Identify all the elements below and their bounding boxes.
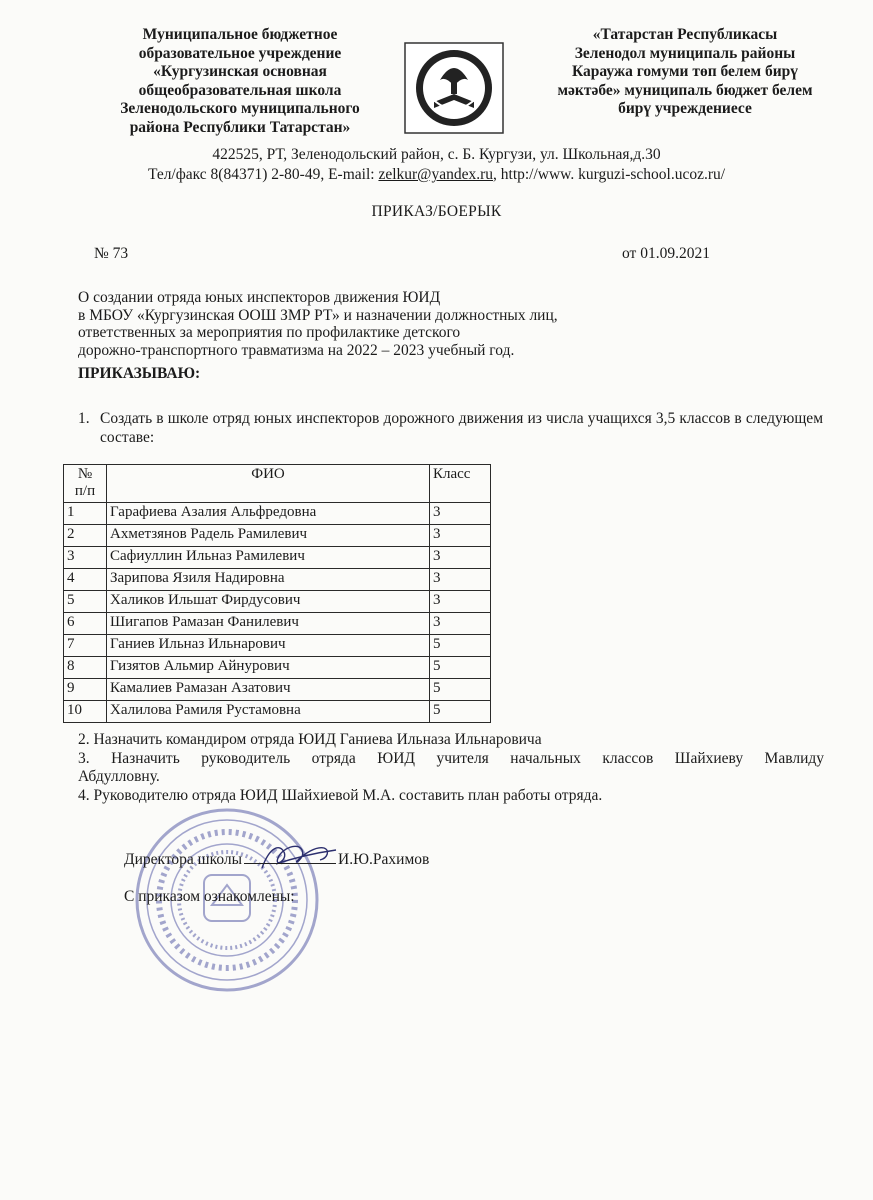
subject-line: в МБОУ «Кургузинская ООШ ЗМР РТ» и назначении должностных лиц, [78, 306, 558, 324]
col-header-grade: Класс [430, 465, 491, 503]
cell-number: 4 [64, 569, 107, 591]
cell-name: Сафиуллин Ильназ Рамилевич [107, 547, 430, 569]
address-line: 422525, РТ, Зеленодольский район, с. Б. Кургузи, ул. Школьная,д.30 [212, 146, 661, 163]
signature-block [124, 851, 429, 869]
col-header-number-line2: п/п [74, 483, 96, 499]
cell-number: 8 [64, 657, 107, 679]
table-header-row [64, 465, 491, 503]
order-item-4: 4. Руководителю отряда ЮИД Шайхиевой М.А. составить план работы отряда. [78, 786, 603, 804]
header-left-line: Муниципальное бюджетное [142, 26, 338, 43]
command-heading: ПРИКАЗЫВАЮ: [78, 365, 201, 382]
header-right-line: Зеленодол муниципаль районы [574, 44, 796, 62]
cell-grade: 3 [430, 591, 491, 613]
order-item-2: 2. Назначить командиром отряда ЮИД Ганиева Ильназа Ильнаровича [78, 731, 542, 748]
cell-name: Зарипова Язиля Надировна [107, 569, 430, 591]
contact-line [0, 165, 873, 185]
item-text: Создать в школе отряд юных инспекторов дорожного движения из числа учащихся 3,5 классов в следующем составе: [100, 410, 823, 446]
header-right-tatar [520, 26, 850, 119]
table-row [64, 547, 491, 569]
address-block [0, 145, 873, 185]
cell-number: 10 [64, 701, 107, 723]
col-header-number [64, 465, 107, 503]
signer-name: И.Ю.Рахимов [338, 851, 430, 868]
col-header-name: ФИО [107, 465, 430, 503]
cell-name: Камалиев Рамазан Азатович [107, 679, 430, 701]
roster-table [63, 464, 491, 723]
cell-grade: 3 [430, 525, 491, 547]
cell-number: 9 [64, 679, 107, 701]
header-left-line: «Кургузинская основная [153, 63, 327, 80]
header-left-russian [90, 26, 390, 137]
signature-line [244, 863, 336, 864]
cell-grade: 3 [430, 613, 491, 635]
cell-grade: 5 [430, 635, 491, 657]
order-date: от 01.09.2021 [622, 245, 710, 262]
cell-name: Шигапов Рамазан Фанилевич [107, 613, 430, 635]
cell-number: 3 [64, 547, 107, 569]
cell-number: 5 [64, 591, 107, 613]
order-subject [78, 289, 698, 359]
email-link[interactable]: zelkur@yandex.ru [378, 166, 494, 183]
order-item-3-line2: Абдулловну. [78, 768, 160, 785]
cell-grade: 5 [430, 701, 491, 723]
table-row [64, 525, 491, 547]
header-right-line: мәктәбе» муниципаль бюджет белем [557, 81, 813, 99]
cell-number: 6 [64, 613, 107, 635]
contact-suffix: , http://www. kurguzi-school.ucoz.ru/ [493, 166, 726, 183]
signer-position: Директора школы [124, 851, 243, 868]
order-item-1 [78, 409, 823, 447]
cell-number: 1 [64, 503, 107, 525]
school-emblem-icon [404, 42, 504, 134]
subject-line: О создании отряда юных инспекторов движения ЮИД [78, 289, 441, 306]
cell-name: Ахметзянов Радель Рамилевич [107, 525, 430, 547]
cell-number: 7 [64, 635, 107, 657]
cell-grade: 3 [430, 547, 491, 569]
table-row [64, 503, 491, 525]
contact-prefix: Тел/факс 8(84371) 2-80-49, E-mail: [147, 166, 379, 183]
cell-grade: 5 [430, 657, 491, 679]
table-row [64, 613, 491, 635]
item-number: 1. [78, 410, 90, 427]
col-header-number-line1: № [77, 466, 93, 482]
table-row [64, 635, 491, 657]
cell-grade: 3 [430, 503, 491, 525]
table-row [64, 657, 491, 679]
order-items [78, 731, 824, 805]
subject-line: дорожно-транспортного травматизма на 2022 – 2023 учебный год. [78, 341, 515, 359]
cell-grade: 5 [430, 679, 491, 701]
table-row [64, 569, 491, 591]
cell-name: Ганиев Ильназ Ильнарович [107, 635, 430, 657]
header-left-line: образовательное учреждение [138, 44, 342, 62]
cell-name: Халиков Ильшат Фирдусович [107, 591, 430, 613]
order-number: № 73 [94, 245, 129, 262]
cell-number: 2 [64, 525, 107, 547]
header-left-line: общеобразовательная школа [138, 81, 342, 99]
cell-name: Гарафиева Азалия Альфредовна [107, 503, 430, 525]
cell-name: Гизятов Альмир Айнурович [107, 657, 430, 679]
cell-name: Халилова Рамиля Рустамовна [107, 701, 430, 723]
acknowledgement: С приказом ознакомлены: [124, 888, 295, 905]
subject-line: ответственных за мероприятия по профилактике детского [78, 324, 461, 341]
header-right-line: «Татарстан Республикасы [592, 26, 778, 43]
header-right-line: бирү учреждениесе [618, 100, 752, 117]
header-right-line: Караужа гомуми төп белем бирү [571, 63, 798, 80]
header-left-line: Зеленодольского муниципального [120, 100, 360, 117]
cell-grade: 3 [430, 569, 491, 591]
table-row [64, 591, 491, 613]
table-row [64, 679, 491, 701]
table-row [64, 701, 491, 723]
header-left-line: района Республики Татарстан» [129, 118, 351, 136]
order-item-3-line1: 3. Назначить руководитель отряда ЮИД учителя начальных классов Шайхиеву Мавлиду [78, 749, 824, 767]
order-title: ПРИКАЗ/БОЕРЫК [371, 203, 502, 220]
